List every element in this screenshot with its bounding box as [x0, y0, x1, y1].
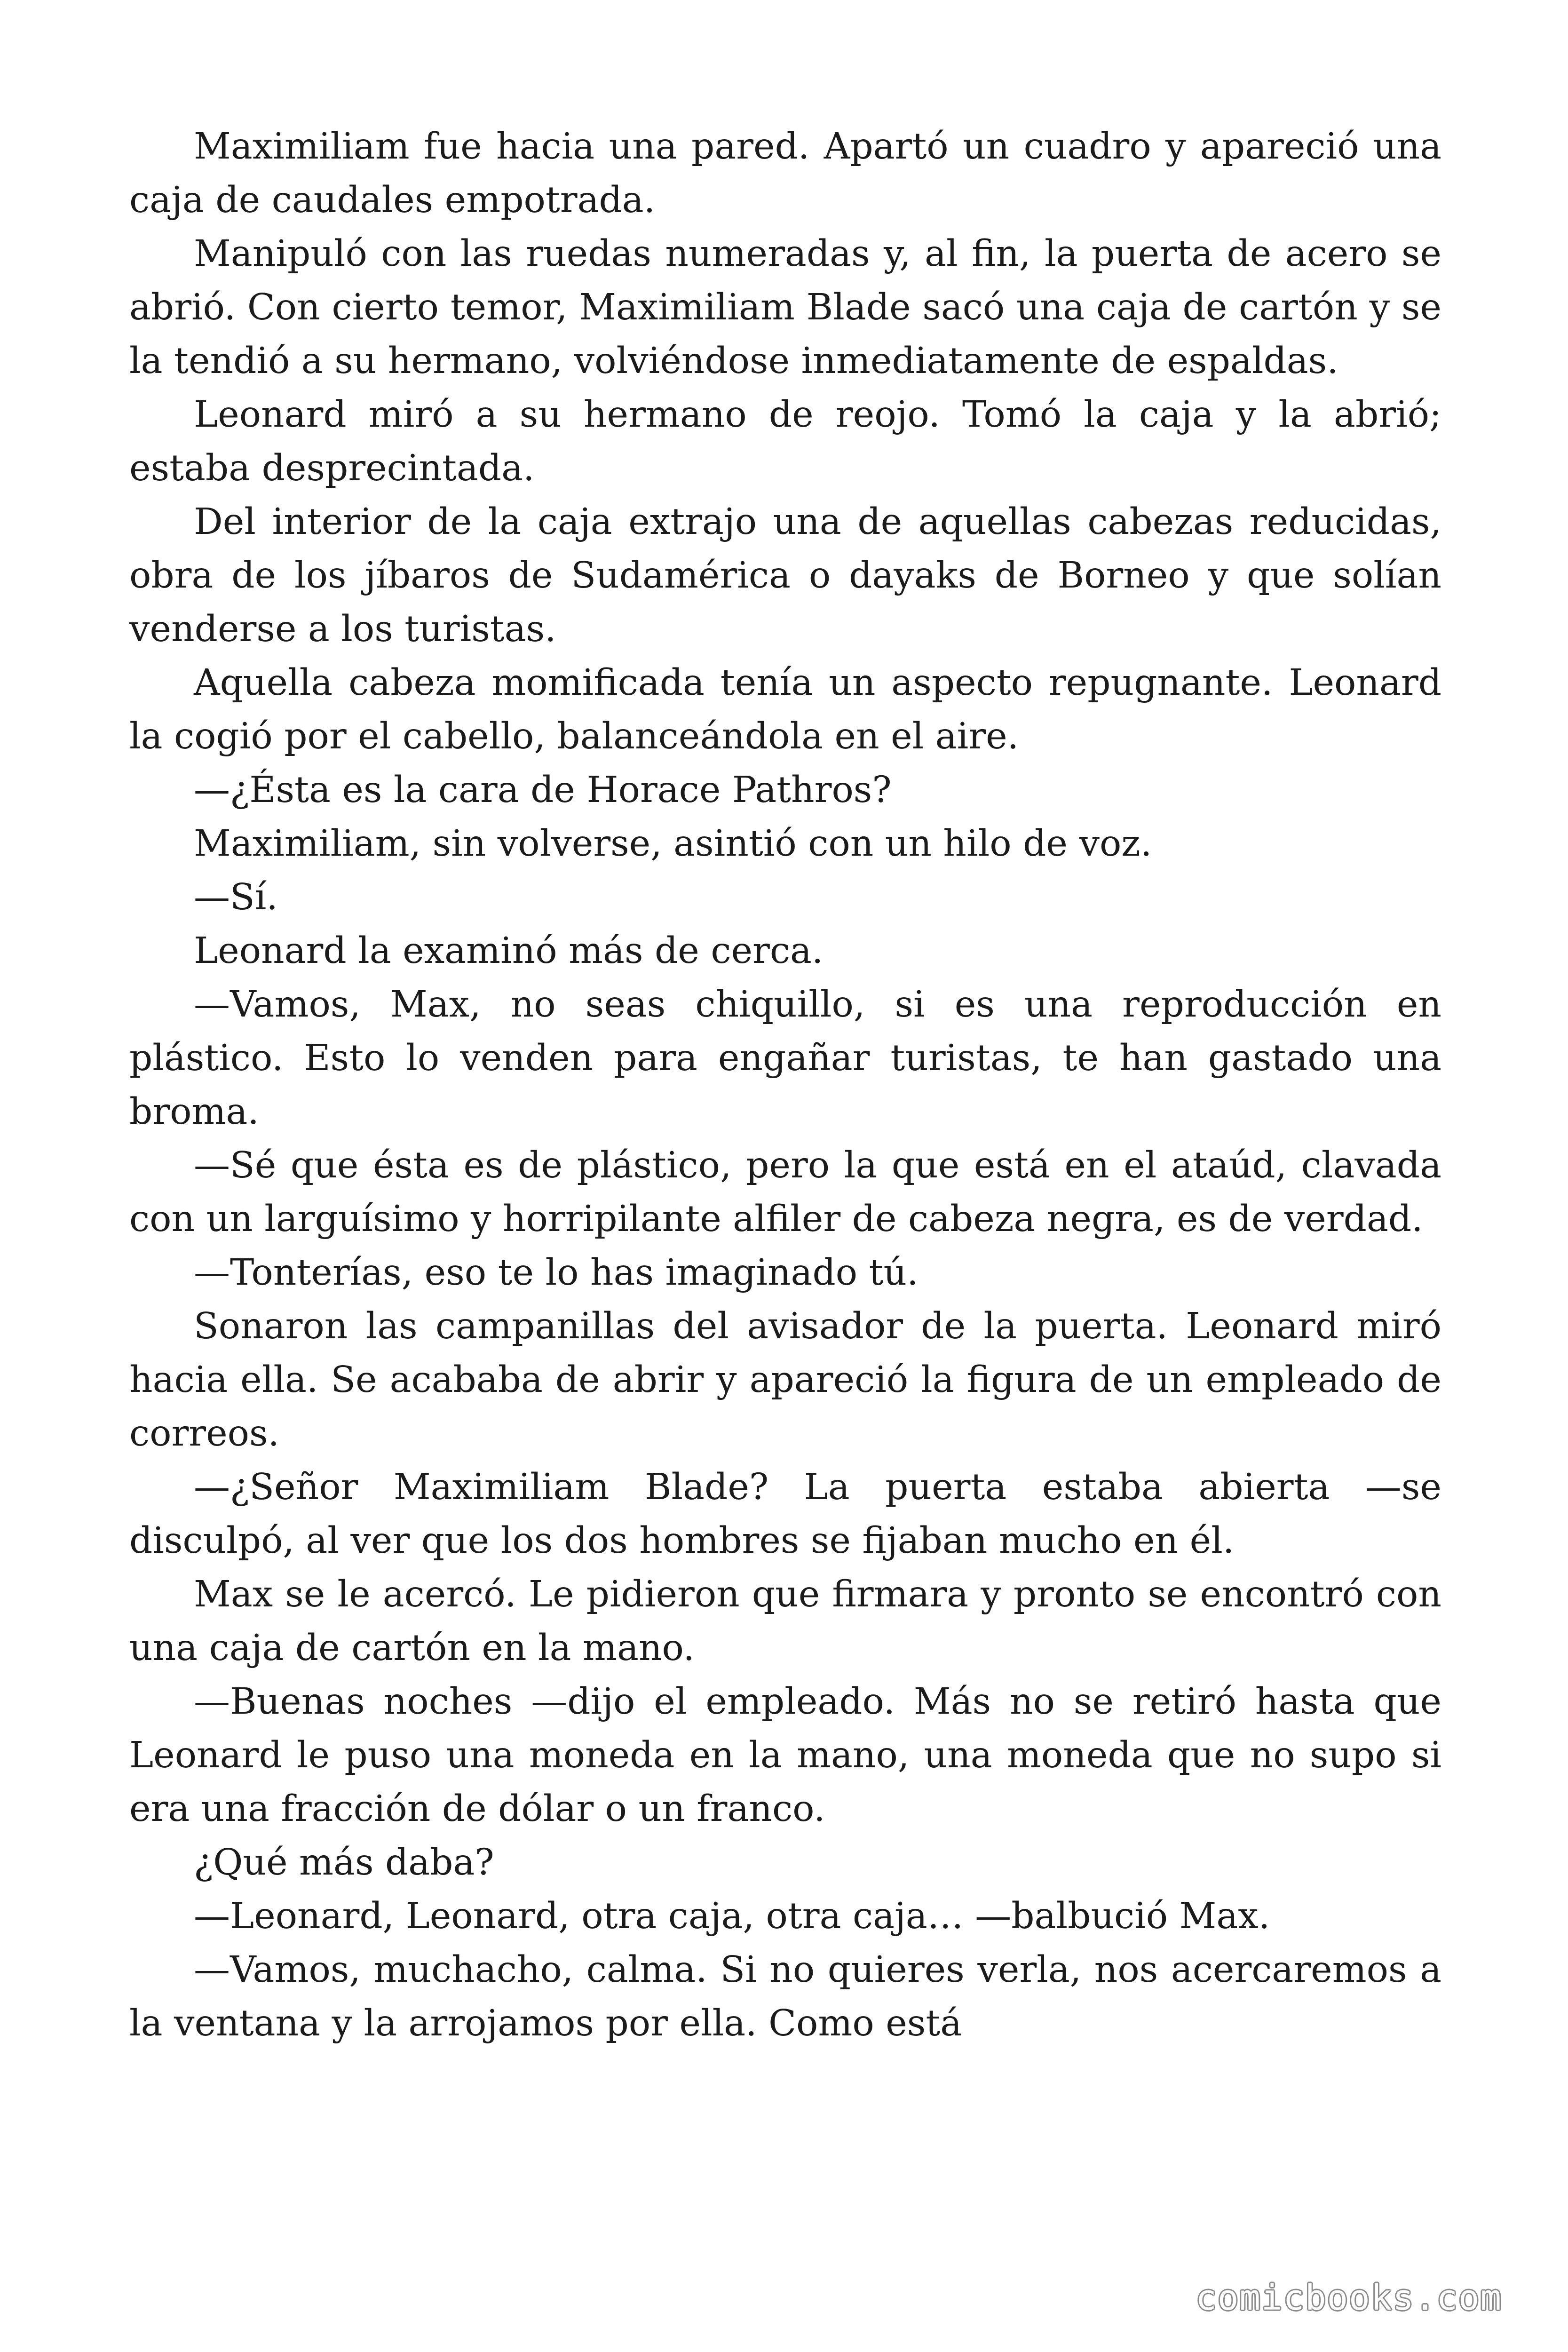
site-watermark: comicbooks.com [1196, 2278, 1502, 2318]
paragraph: —Leonard, Leonard, otra caja, otra caja… —balbució Max. [194, 1895, 1270, 1937]
paragraph: —Sí. [194, 876, 278, 918]
paragraph: ¿Qué más daba? [194, 1842, 494, 1883]
paragraph: Leonard miró a su hermano de reojo. Tomó la caja y la abrió; estaba desprecintada. [129, 394, 1441, 489]
paragraph: —Vamos, muchacho, calma. Si no quieres verla, nos acercaremos a la ventana y la arrojamos por ella. Como está [129, 1949, 1441, 2044]
paragraph: —Tonterías, eso te lo has imaginado tú. [194, 1252, 919, 1294]
paragraph: Aquella cabeza momificada tenía un aspecto repugnante. Leonard la cogió por el cabello, balanceándola en el aire. [129, 662, 1441, 757]
paragraph: —Sé que ésta es de plástico, pero la que está en el ataúd, clavada con un larguísimo y horripilante alfiler de cabeza negra, es de verdad. [129, 1144, 1441, 1240]
paragraph: Maximiliam, sin volverse, asintió con un hilo de voz. [194, 823, 1152, 865]
paragraph: Leonard la examinó más de cerca. [194, 930, 824, 972]
paragraph: Sonaron las campanillas del avisador de la puerta. Leonard miró hacia ella. Se acababa de abrir y apareció la figura de un empleado de correos. [129, 1305, 1441, 1454]
paragraph: Maximiliam fue hacia una pared. Apartó un cuadro y apareció una caja de caudales empotrada. [129, 126, 1441, 221]
paragraph: Del interior de la caja extrajo una de aquellas cabezas reducidas, obra de los jíbaros de Sudamérica o dayaks de Borneo y que solían venderse a los turistas. [129, 501, 1441, 650]
paragraph: Max se le acercó. Le pidieron que firmara y pronto se encontró con una caja de cartón en la mano. [129, 1573, 1441, 1669]
paragraph: —¿Señor Maximiliam Blade? La puerta estaba abierta —se disculpó, al ver que los dos hombres se fijaban mucho en él. [129, 1466, 1441, 1562]
paragraph: —¿Ésta es la cara de Horace Pathros? [194, 769, 892, 811]
paragraph: Manipuló con las ruedas numeradas y, al fin, la puerta de acero se abrió. Con cierto temor, Maximiliam Blade sacó una caja de cartón y se la tendió a su hermano, volviéndose inmediatamente de espaldas. [129, 233, 1441, 382]
paragraph: —Buenas noches —dijo el empleado. Más no se retiró hasta que Leonard le puso una moneda en la mano, una moneda que no supo si era una fracción de dólar o un franco. [129, 1681, 1441, 1830]
paragraph: —Vamos, Max, no seas chiquillo, si es una reproducción en plástico. Esto lo venden para engañar turistas, te han gastado una broma. [129, 984, 1441, 1133]
book-page-text [129, 120, 1441, 2050]
